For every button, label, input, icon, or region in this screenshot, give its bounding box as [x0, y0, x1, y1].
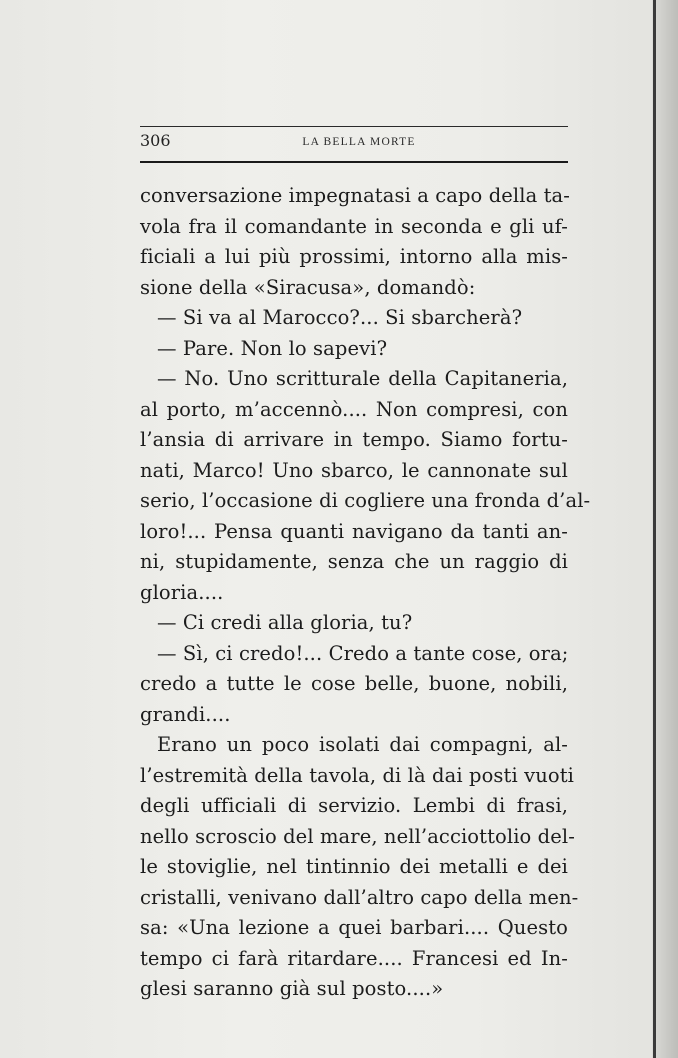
text-line: le stoviglie, nel tintinnio dei metalli e dei: [140, 855, 568, 878]
text-line: credo a tutte le cose belle, buone, nobili,: [140, 672, 568, 695]
text-line: loro!... Pensa quanti navigano da tanti an-: [140, 519, 568, 543]
text-line: degli ufficiali di servizio. Lembi di frasi,: [140, 794, 568, 817]
text-line: nati, Marco! Uno sbarco, le cannonate sul: [140, 458, 568, 482]
header-rule-bottom: [140, 161, 568, 163]
text-line: — No. Uno scritturale della Capitaneria,: [157, 367, 568, 390]
text-line: al porto, m’accennò.... Non compresi, con: [140, 397, 568, 421]
text-line: — Si va al Marocco?... Si sbarcherà?: [157, 306, 523, 329]
text-line: — Sì, ci credo!... Credo a tante cose, ora;: [157, 641, 569, 665]
text-line: vola fra il comandante in seconda e gli uf-: [140, 214, 568, 238]
text-line: cristalli, venivano dall’altro capo della men-: [140, 885, 579, 909]
text-line: serio, l’occasione di cogliere una fronda d’al-: [140, 489, 591, 512]
text-line: — Ci credi alla gloria, tu?: [157, 611, 413, 634]
text-line: conversazione impegnatasi a capo della ta-: [140, 184, 570, 207]
running-title: LA BELLA MORTE: [302, 136, 416, 148]
text-line: tempo ci farà ritardare.... Francesi ed In-: [140, 946, 568, 970]
text-line: grandi....: [140, 702, 231, 726]
text-line: glesi saranno già sul posto....»: [140, 977, 444, 1000]
text-line: l’ansia di arrivare in tempo. Siamo fortu-: [140, 428, 568, 451]
text-line: l’estremità della tavola, di là dai posti vuoti: [140, 763, 574, 787]
text-line: ficiali a lui più prossimi, intorno alla mis-: [140, 245, 568, 268]
text-line: nello scroscio del mare, nell’acciottolio del-: [140, 824, 575, 848]
body-text: [140, 181, 591, 1005]
header-rule-top: [140, 126, 568, 127]
text-line: gloria....: [140, 580, 224, 604]
page-number: 306: [140, 131, 171, 150]
running-header: [140, 131, 568, 155]
text-line: sa: «Una lezione a quei barbari.... Questo: [140, 916, 568, 939]
text-line: Erano un poco isolati dai compagni, al-: [157, 733, 568, 756]
text-line: ni, stupidamente, senza che un raggio di: [140, 550, 568, 573]
text-line: sione della «Siracusa», domandò:: [140, 275, 476, 299]
text-line: — Pare. Non lo sapevi?: [157, 336, 388, 360]
page-edge-line: [653, 0, 656, 1058]
